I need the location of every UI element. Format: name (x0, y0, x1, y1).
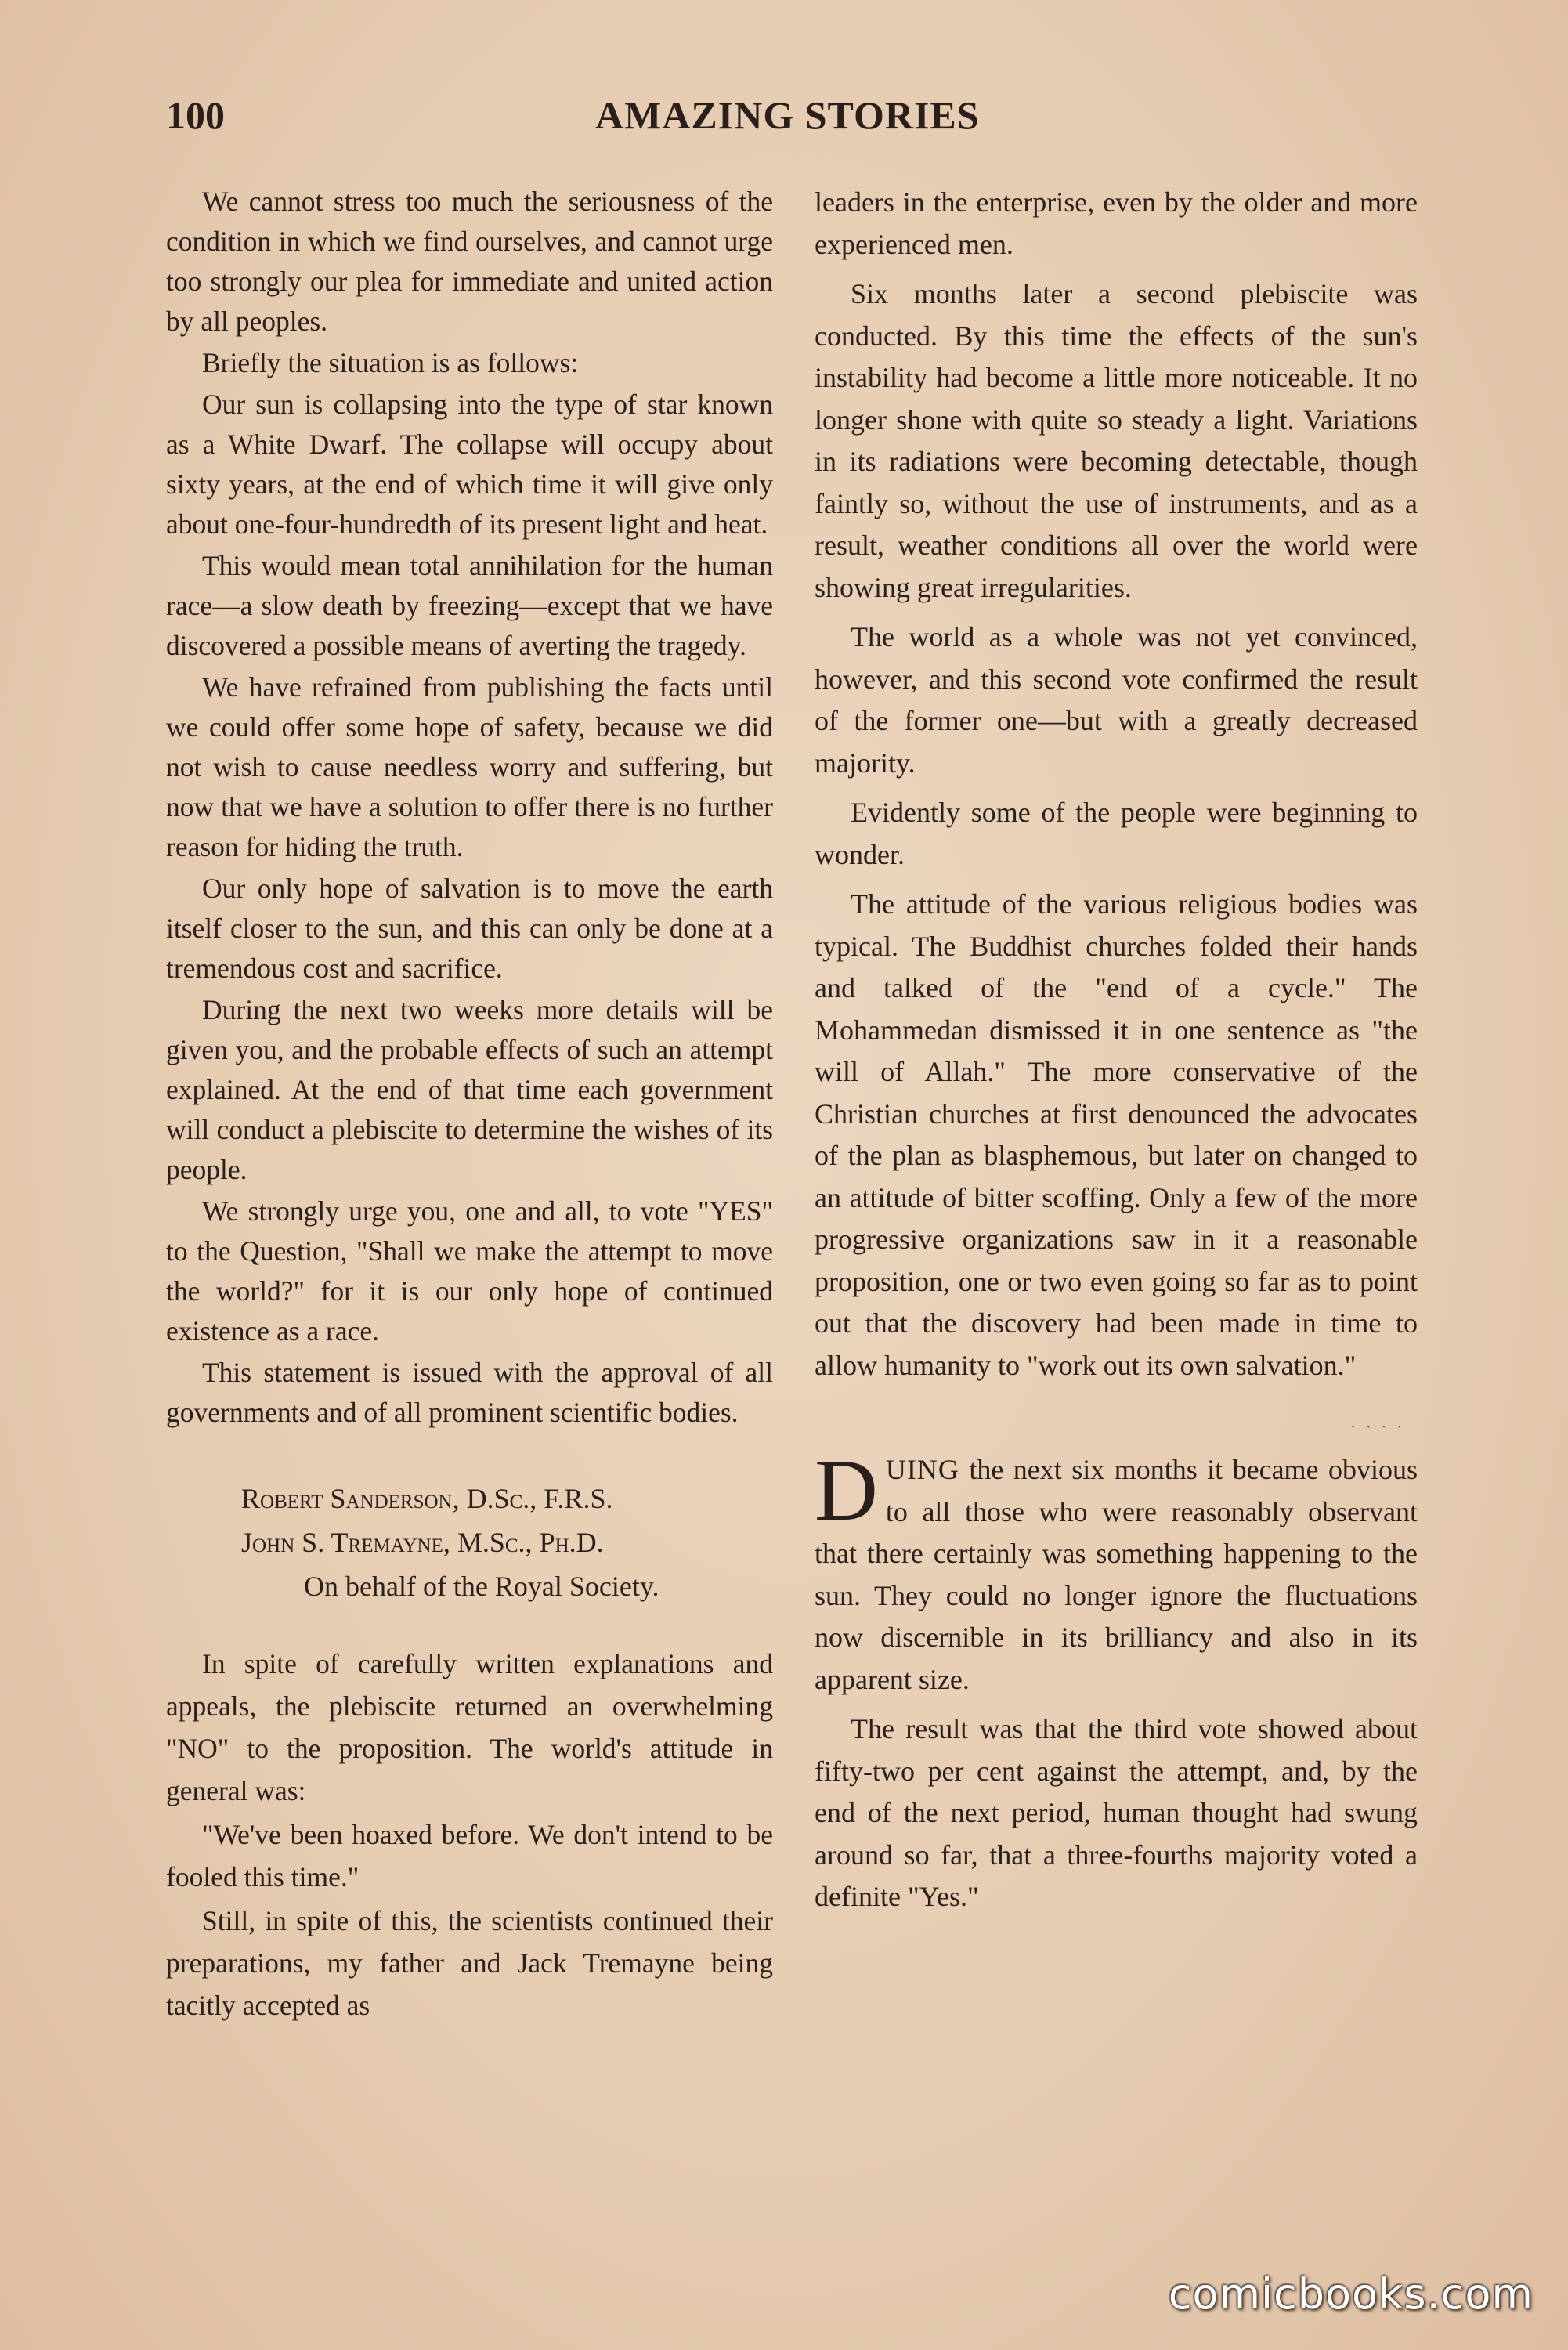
section-break-ornament: · · · · (1350, 1419, 1405, 1436)
body-paragraph: "We've been hoaxed before. We don't intend to be fooled this time." (166, 1819, 773, 1893)
section-break (815, 1394, 1418, 1449)
left-column (166, 182, 773, 2028)
drop-cap-letter: D (815, 1442, 878, 1539)
body-paragraph: leaders in the enterprise, even by the older and more experienced men. (815, 186, 1418, 260)
body-paragraph: This statement is issued with the approval of all governments and of all prominent scientific bodies. (166, 1357, 773, 1428)
signature-block (166, 1477, 773, 1608)
opening-paragraph-text: the next six months it became obvious to all those who were reasonably observant that there certainly was something happening to the sun. They could no longer ignore the fluctuations now discernible in its brilliancy and also in its apparent size. (815, 1454, 1418, 1695)
body-paragraph: We strongly urge you, one and all, to vote "YES" to the Question, "Shall we make the attempt to move the world?" for it is our only hope of continued existence as a race. (166, 1195, 773, 1347)
signatory-2: John S. Tremayne, M.Sc., Ph.D. (241, 1527, 604, 1558)
body-paragraph: This would mean total annihilation for the human race—a slow death by freezing—except that we have discovered a possible means of averting the tragedy. (166, 550, 773, 661)
body-paragraph: In spite of carefully written explanations and appeals, the plebiscite returned an overwhelming "NO" to the proposition. The world's attitude in general was: (166, 1648, 773, 1806)
site-watermark: comicbooks.com (1168, 2269, 1534, 2319)
section-opening-paragraph (815, 1442, 1418, 1701)
body-paragraph: Our only hope of salvation is to move the earth itself closer to the sun, and this can only be done at a tremendous cost and sacrifice. (166, 873, 773, 984)
opening-word: UING (885, 1454, 959, 1485)
spacer (166, 1608, 773, 1643)
right-column (815, 182, 1418, 1926)
body-paragraph: Evidently some of the people were beginning to wonder. (815, 797, 1418, 870)
body-paragraph: We cannot stress too much the seriousness of the condition in which we find ourselves, and cannot urge too strongly our plea for immediate and united action by all peoples. (166, 186, 773, 337)
running-head-title: AMAZING STORIES (595, 93, 980, 137)
body-paragraph: The world as a whole was not yet convinced, however, and this second vote confirmed the result of the former one—but with a greatly decreased majority. (815, 621, 1418, 779)
signatory-1: Robert Sanderson, D.Sc., F.R.S. (241, 1483, 613, 1514)
body-paragraph: We have refrained from publishing the facts until we could offer some hope of safety, because we did not wish to cause needless worry and suffering, but now that we have a solution to offer there is no further reason for hiding the truth. (166, 671, 773, 862)
page-header (157, 92, 1425, 155)
page-number: 100 (166, 93, 225, 137)
body-paragraph: Briefly the situation is as follows: (202, 347, 579, 378)
body-paragraph: Our sun is collapsing into the type of star known as a White Dwarf. The collapse will occupy about sixty years, at the end of which time it will give only about one-four-hundredth of its present light and heat. (166, 389, 773, 540)
body-paragraph: Six months later a second plebiscite was conducted. By this time the effects of the sun's instability had become a little more noticeable. It no longer shone with quite so steady a light. Variations in its radiations were becoming detectable, though faintly so, without the use of instruments, and as a result, weather conditions all over the world were showing great irregularities. (815, 278, 1418, 603)
body-paragraph: The attitude of the various religious bodies was typical. The Buddhist churches folded their hands and talked of the "end of a cycle." The Mohammedan dismissed it in one sentence as "the will of Allah." The more conservative of the Christian churches at first denounced the advocates of the plan as blasphemous, but later on changed to an attitude of bitter scoffing. Only a few of the more progressive organizations saw in it a reasonable proposition, one or two even going so far as to point out that the discovery had been made in time to allow humanity to "work out its own salvation." (815, 888, 1418, 1381)
body-paragraph: Still, in spite of this, the scientists continued their preparations, my father and Jack Tremayne being tacitly accepted as (166, 1905, 773, 2021)
body-paragraph: The result was that the third vote showed about fifty-two per cent against the attempt, and, by the end of the next period, human thought had swung around so far, that a three-fourths majority voted a definite "Yes." (815, 1713, 1418, 1912)
body-paragraph: During the next two weeks more details will be given you, and the probable effects of such an attempt explained. At the end of that time each government will conduct a plebiscite to determine the wishes of its people. (166, 994, 773, 1185)
signature-affiliation: On behalf of the Royal Society. (304, 1571, 659, 1602)
